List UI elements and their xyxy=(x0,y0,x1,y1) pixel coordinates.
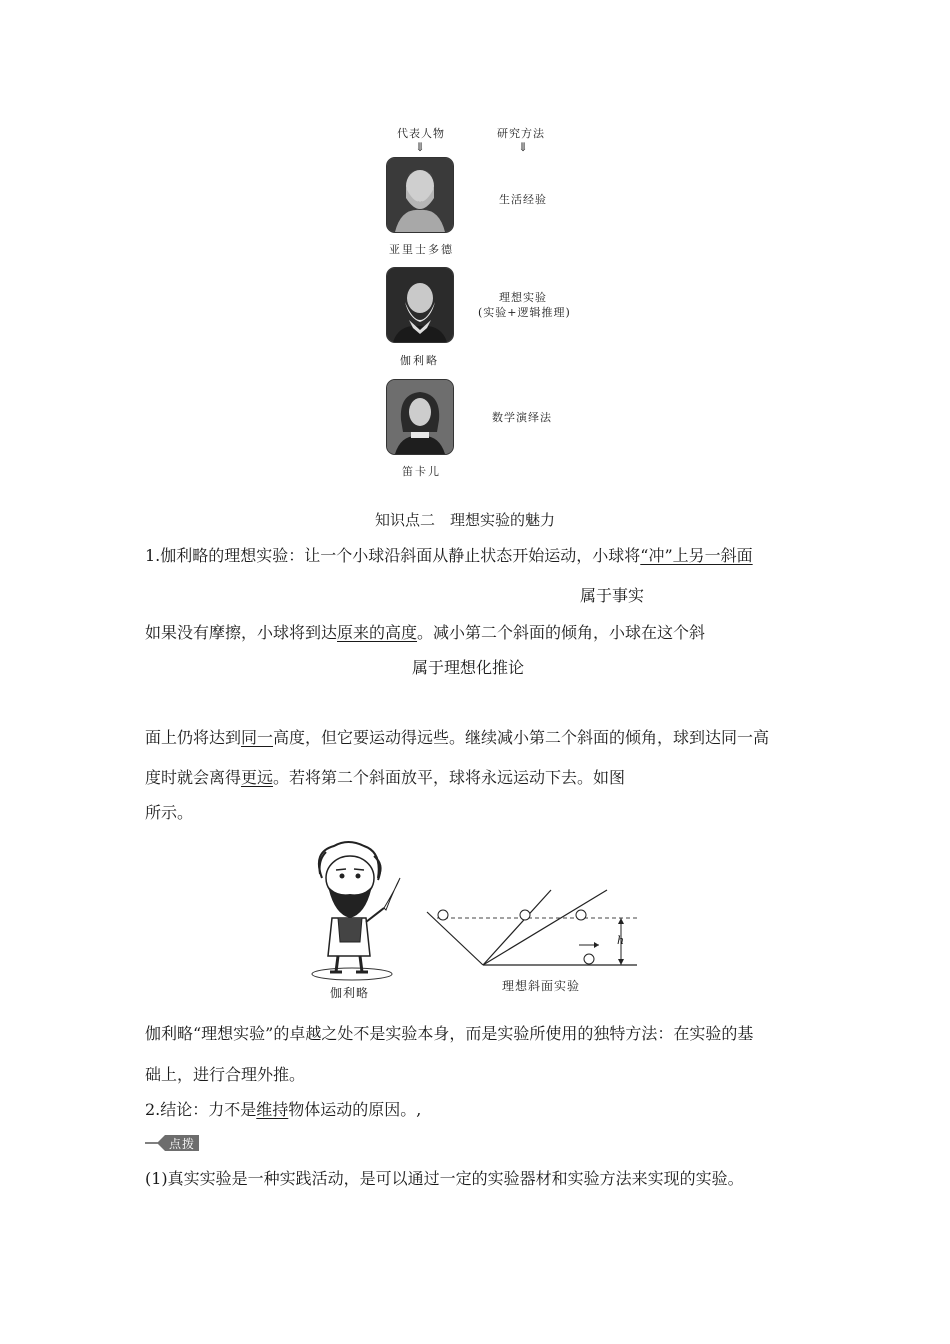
annotation-fact: 属于事实 xyxy=(580,586,645,605)
diagram-caption: 理想斜面实验 xyxy=(502,979,581,993)
text-run: 2.结论：力不是 xyxy=(145,1100,257,1119)
underlined-term: 同一 xyxy=(241,728,274,747)
method-label: 数学演绎法 xyxy=(492,411,552,424)
bust-icon xyxy=(387,158,453,232)
method-sub-label: (实验+逻辑推理) xyxy=(478,306,571,319)
paragraph-line xyxy=(145,545,753,567)
tip-label: 点拨 xyxy=(169,1137,196,1151)
method-label: 理想实验 xyxy=(499,291,547,304)
paragraph-line: 伽利略“理想实验”的卓越之处不是实验本身，而是实验所使用的独特方法：在实验的基 xyxy=(145,1024,754,1043)
method-label: 生活经验 xyxy=(499,193,547,206)
person-name: 伽利略 xyxy=(400,354,439,367)
underlined-term: 更远 xyxy=(241,768,274,787)
text-run: 。若将第二个斜面放平，球将永远运动下去。如图 xyxy=(273,768,626,787)
person-name: 笛卡儿 xyxy=(402,465,441,478)
paragraph-line: 所示。 xyxy=(145,803,194,822)
paragraph-line xyxy=(145,727,769,749)
section-title: 知识点二 理想实验的魅力 xyxy=(375,511,556,529)
galileo-cartoon xyxy=(304,838,408,982)
paragraph-line xyxy=(145,767,625,789)
annotation-ideal: 属于理想化推论 xyxy=(412,658,525,677)
text-run: 如果没有摩擦，小球将到达 xyxy=(145,623,338,642)
paragraph-line: 础上，进行合理外推。 xyxy=(145,1065,306,1084)
down-arrow-icon: ⇓ xyxy=(518,140,529,154)
column-label-person: 代表人物 xyxy=(397,127,445,140)
portrait-galileo xyxy=(386,267,454,343)
underlined-term: 原来的高度 xyxy=(337,623,418,642)
text-run: 面上仍将达到 xyxy=(145,728,242,747)
column-label-method: 研究方法 xyxy=(497,127,545,140)
text-run: 物体运动的原因。, xyxy=(288,1100,422,1119)
portrait-aristotle xyxy=(386,157,454,233)
underlined-term: 维持 xyxy=(256,1100,289,1119)
height-label: h xyxy=(617,934,625,947)
text-run: 高度，但它要运动得远些。继续减小第二个斜面的倾角，球到达同一高 xyxy=(273,728,770,747)
person-name: 亚里士多德 xyxy=(389,243,454,256)
down-arrow-icon: ⇓ xyxy=(415,140,426,154)
text-run: 度时就会离得 xyxy=(145,768,242,787)
tip-badge xyxy=(145,1133,201,1153)
portrait-icon xyxy=(387,268,453,342)
paragraph-line: (1)真实实验是一种实践活动，是可以通过一定的实验器材和实验方法来实现的实验。 xyxy=(145,1169,744,1188)
underlined-term: “冲”上另一斜面 xyxy=(640,546,753,565)
cartoon-caption: 伽利略 xyxy=(330,986,370,1000)
text-run: 1.伽利略的理想实验：让一个小球沿斜面从静止状态开始运动，小球将 xyxy=(145,546,641,565)
paragraph-line xyxy=(145,622,705,644)
text-run: 。减小第二个斜面的倾角，小球在这个斜 xyxy=(417,623,706,642)
galileo-cartoon-icon xyxy=(304,838,408,982)
portrait-icon xyxy=(387,380,453,454)
incline-diagram xyxy=(425,888,645,972)
paragraph-line xyxy=(145,1099,421,1121)
portrait-descartes xyxy=(386,379,454,455)
incline-diagram-svg xyxy=(425,888,645,972)
